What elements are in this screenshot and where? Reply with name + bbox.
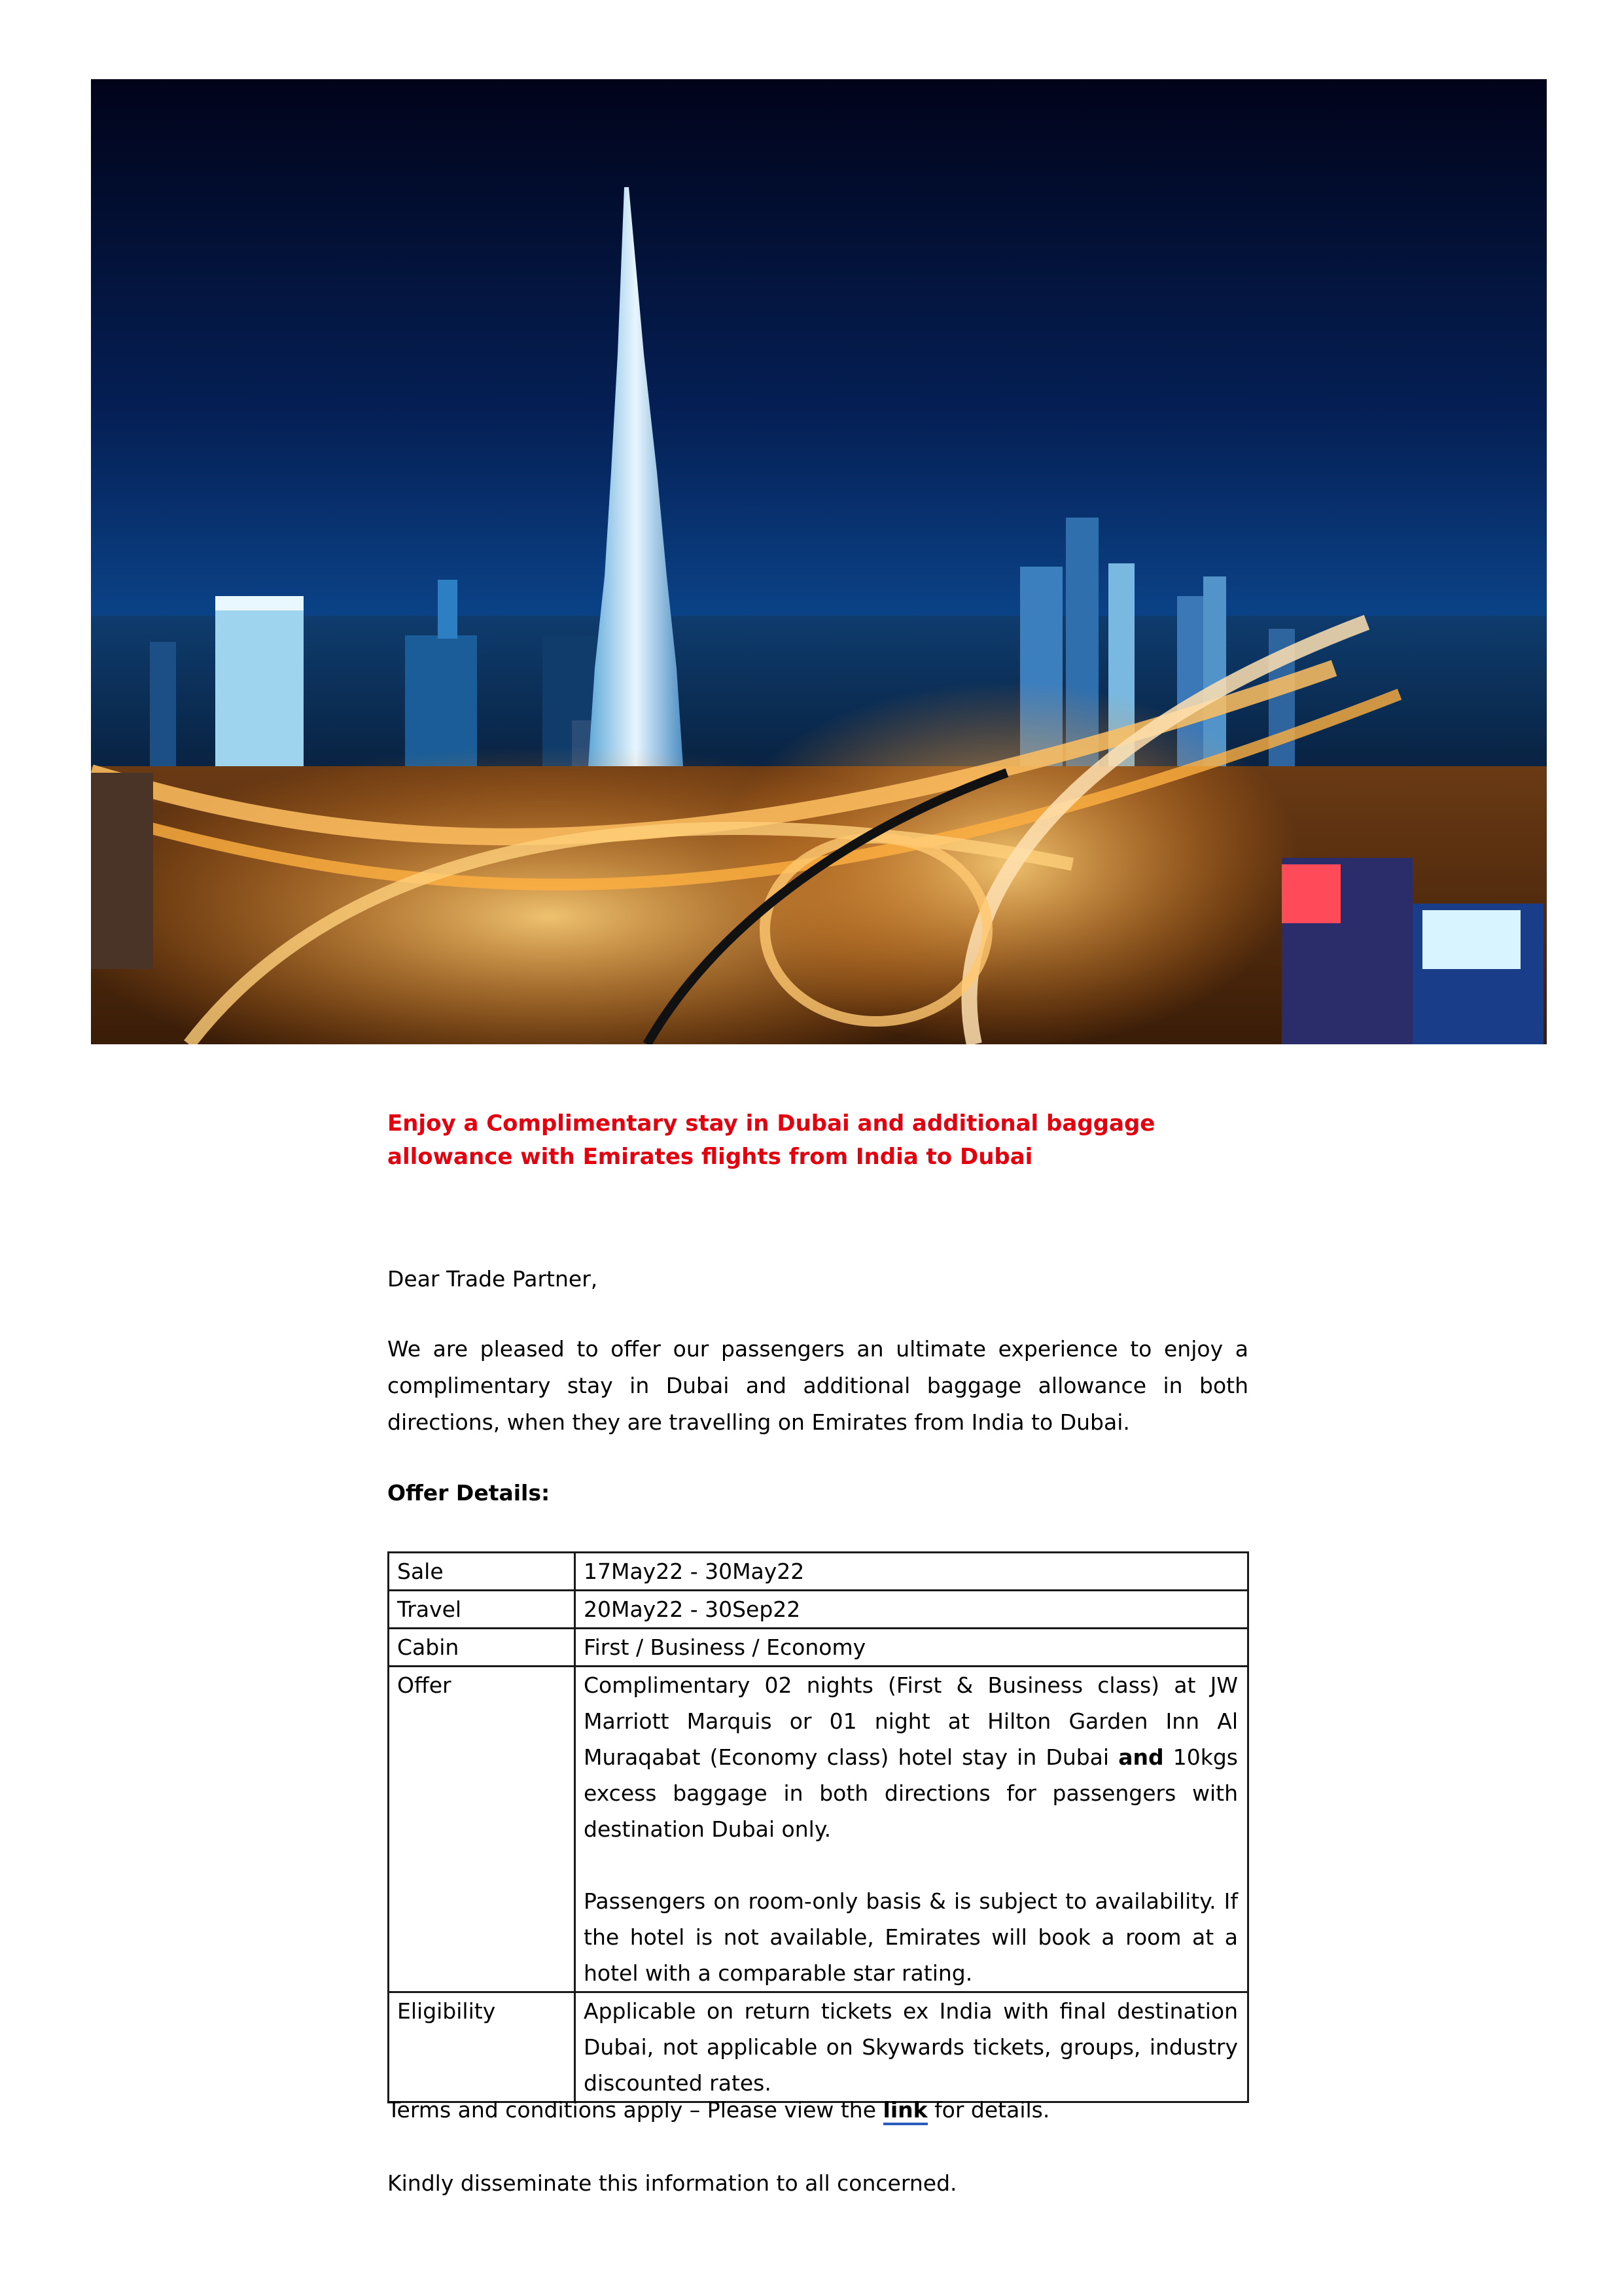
row-value: Applicable on return tickets ex India with final destination Dubai, not applicable on Skywards tickets, groups, industry discounted rates. <box>575 1992 1248 2102</box>
row-value: 17May22 - 30May22 <box>575 1553 1248 1591</box>
row-value <box>575 1667 1248 1992</box>
row-value: 20May22 - 30Sep22 <box>575 1591 1248 1629</box>
row-value: First / Business / Economy <box>575 1629 1248 1667</box>
offer-details-table <box>387 1551 1249 2103</box>
row-label: Cabin <box>389 1629 575 1667</box>
row-label: Offer <box>389 1667 575 1992</box>
offer-details-heading: Offer Details: <box>387 1480 550 1506</box>
headline: Enjoy a Complimentary stay in Dubai and additional baggage allowance with Emirates flights from India to Dubai <box>387 1110 1155 1170</box>
row-label: Sale <box>389 1553 575 1591</box>
table-row <box>389 1667 1248 1992</box>
table-row <box>389 1591 1248 1629</box>
offer-text: Complimentary 02 nights (First & Business class) at JW Marriott Marquis or 01 night at Hilton Garden Inn Al Muraqabat (Economy class) hotel stay in Dubai <box>584 1672 1238 1770</box>
offer-text-emphasis: and <box>1118 1744 1164 1770</box>
table-row <box>389 1992 1248 2102</box>
offer-note: Passengers on room-only basis & is subject to availability. If the hotel is not available, Emirates will book a room at a hotel with a comparable star rating. <box>584 1888 1238 1986</box>
intro-paragraph: We are pleased to offer our passengers an ultimate experience to enjoy a complimentary stay in Dubai and additional baggage allowance in both directions, when they are travelling on Emirates from India to Dubai. <box>387 1336 1248 1435</box>
terms-text: Terms and conditions apply – Please view the <box>387 2097 883 2123</box>
terms-text: for details. <box>927 2097 1050 2123</box>
table-row <box>389 1553 1248 1591</box>
closing-paragraph: Kindly disseminate this information to all concerned. <box>387 2170 957 2196</box>
row-label: Eligibility <box>389 1992 575 2102</box>
table-row <box>389 1629 1248 1667</box>
terms-link[interactable]: link <box>883 2097 928 2125</box>
hero-image <box>91 79 1547 1044</box>
greeting: Dear Trade Partner, <box>387 1266 598 1292</box>
dubai-skyline-illustration <box>91 79 1547 1044</box>
offer-description <box>584 1667 1238 1847</box>
offer-text: 10kgs excess baggage in both directions for passengers with destination Dubai only. <box>584 1744 1238 1842</box>
terms-paragraph <box>387 2092 1248 2128</box>
row-label: Travel <box>389 1591 575 1629</box>
spacer <box>584 1847 1238 1883</box>
